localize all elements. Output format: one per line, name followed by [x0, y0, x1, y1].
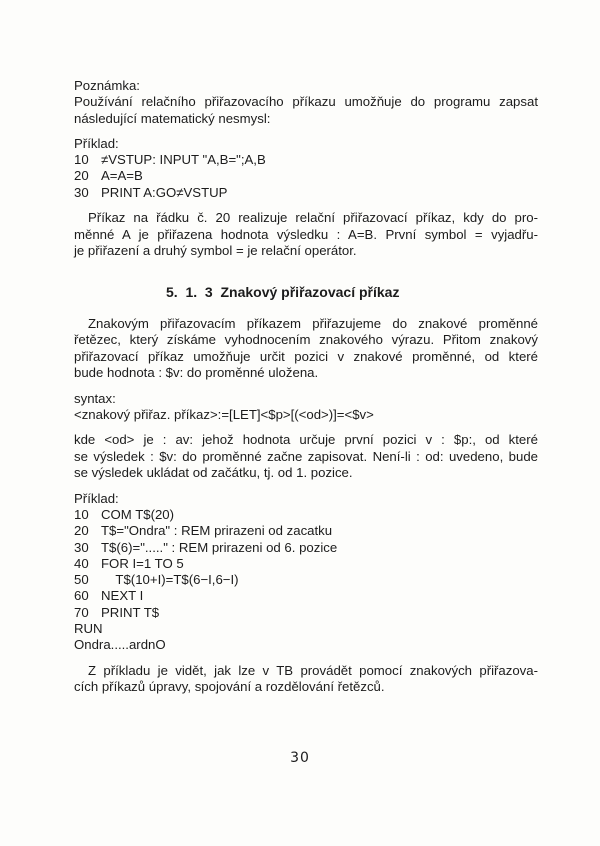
- paragraph-line: cích příkazů úpravy, spojování a rozdělování řetězců.: [74, 679, 385, 695]
- example1-label: Příklad:: [74, 135, 119, 151]
- note-label: Poznámka:: [74, 78, 140, 93]
- line-number: 70: [74, 604, 89, 620]
- paragraph-line: bude hodnota : $v: do proměnné uložena.: [74, 365, 319, 381]
- code-line: [74, 185, 538, 201]
- paragraph-line: přiřazovací příkaz umožňuje určit pozici v znakové proměnné, od které: [74, 348, 538, 364]
- explanation-paragraph: [74, 210, 538, 260]
- line-number: 20: [74, 168, 89, 184]
- paragraph-line: řetězec, který získáme vyhodnocením znakového výrazu. Přitom znakový: [74, 332, 538, 348]
- code-text: T$(10+I)=T$(6−I,6−I): [101, 572, 239, 588]
- code-text: NEXT I: [101, 588, 144, 604]
- line-number: 10: [74, 506, 89, 522]
- syntax-block: [74, 391, 538, 424]
- run-command: RUN: [74, 621, 103, 637]
- code-line: [74, 605, 538, 621]
- code-line: [74, 572, 538, 588]
- code-text: FOR I=1 TO 5: [101, 555, 184, 571]
- line-number: 30: [74, 184, 89, 200]
- code-line: [74, 507, 538, 523]
- line-number: 40: [74, 555, 89, 571]
- section-title: Znakový přiřazovací příkaz: [220, 283, 400, 300]
- code-line: [74, 523, 538, 539]
- code-text: PRINT T$: [101, 604, 160, 620]
- paragraph-line: měnné A je přiřazena hodnota výsledku : A=B. První symbol = vyjadřu-: [74, 226, 538, 242]
- line-number: 50: [74, 572, 89, 588]
- syntax-label: syntax:: [74, 390, 116, 406]
- line-number: 20: [74, 523, 89, 539]
- paragraph-line: je přiřazení a druhý symbol = je relační operátor.: [74, 243, 357, 259]
- example2-label: Příklad:: [74, 490, 119, 506]
- note-line-1: Používání relačního přiřazovacího příkazu umožňuje do programu zapsat: [74, 94, 538, 110]
- paragraph-line: se výsledek : $v: do proměnné začne zapisovat. Není-li : od: uvedeno, bude: [74, 448, 538, 464]
- section-heading: [74, 284, 538, 300]
- code-line: [74, 556, 538, 572]
- code-line: [74, 588, 538, 604]
- example2-block: [74, 491, 538, 654]
- code-text: T$="Ondra" : REM prirazeni od zacatku: [101, 523, 333, 539]
- paragraph-line: kde <od> je : av: jehož hodnota určuje první pozici v : $p:, od které: [74, 432, 538, 448]
- paragraph-line: Znakovým přiřazovacím příkazem přiřazujeme do znakové proměnné: [88, 315, 538, 331]
- line-number: 60: [74, 588, 89, 604]
- note-line-2: následující matematický nesmysl:: [74, 110, 271, 126]
- code-text: COM T$(20): [101, 506, 175, 522]
- program-output: Ondra.....ardnO: [74, 637, 166, 653]
- line-number: 30: [74, 539, 89, 555]
- note-block: [74, 78, 538, 127]
- code-line: [74, 168, 538, 184]
- code-line: [74, 540, 538, 556]
- code-text: ≠VSTUP: INPUT "A,B=";A,B: [101, 152, 266, 168]
- syntax-rule: <znakový přiřaz. příkaz>:=[LET]<$p>[(<od>)]=<$v>: [74, 406, 374, 422]
- line-number: 10: [74, 152, 89, 168]
- intro-paragraph: [74, 316, 538, 382]
- code-text: A=A=B: [101, 168, 143, 184]
- page-body: [74, 78, 538, 696]
- code-text: PRINT A:GO≠VSTUP: [101, 184, 228, 200]
- code-text: T$(6)="....." : REM prirazeni od 6. pozice: [101, 539, 338, 555]
- kde-paragraph: [74, 432, 538, 482]
- paragraph-line: Z příkladu je vidět, jak lze v TB provádět pomocí znakových přiřazova-: [88, 662, 538, 678]
- example1-block: [74, 136, 538, 201]
- code-line: [74, 152, 538, 168]
- section-number: 5. 1. 3: [166, 283, 213, 300]
- conclusion-paragraph: [74, 663, 538, 696]
- paragraph-line: Příkaz na řádku č. 20 realizuje relační přiřazovací příkaz, kdy do pro-: [88, 210, 538, 226]
- paragraph-line: se výsledek ukládat od začátku, tj. od 1. pozice.: [74, 465, 353, 481]
- page-number: 30: [290, 750, 310, 766]
